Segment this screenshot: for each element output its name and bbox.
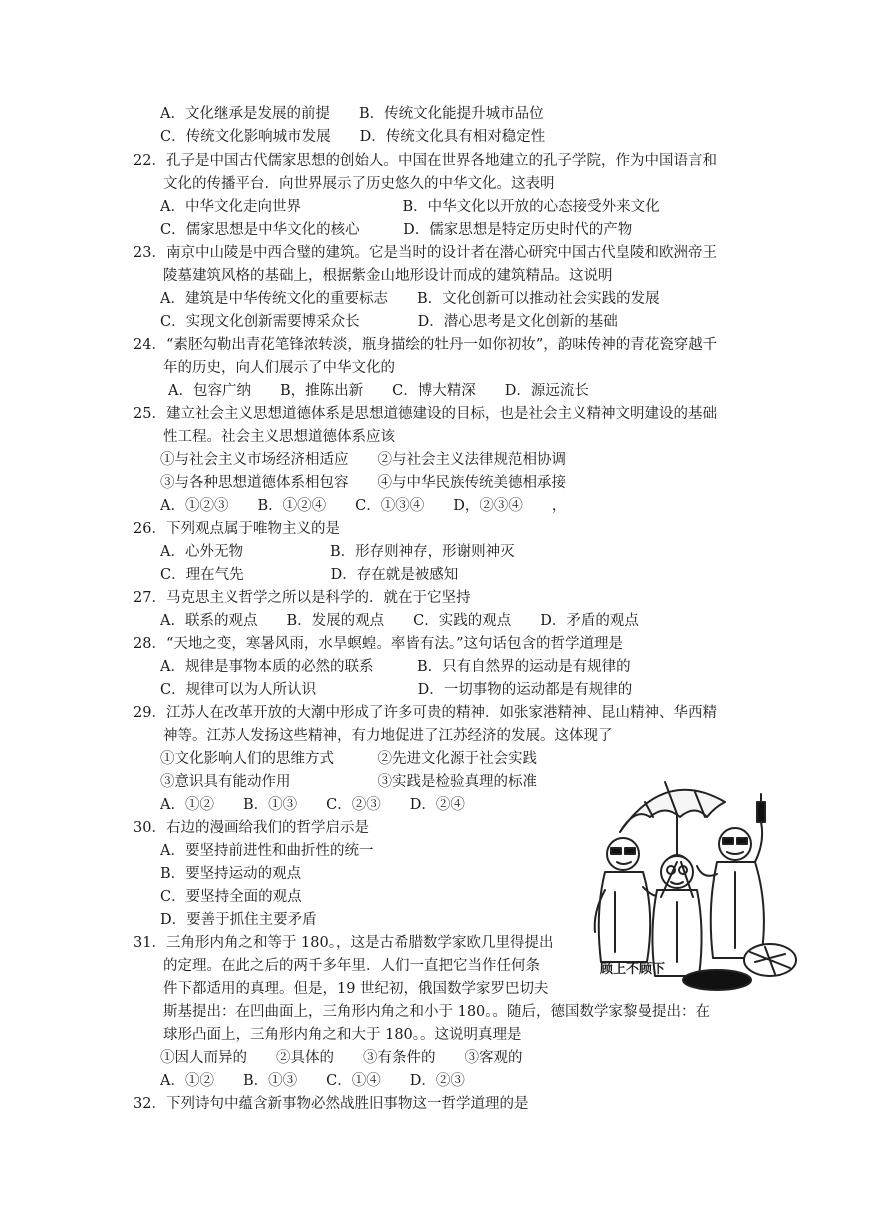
cartoon-caption: 顾上不顾下: [600, 962, 666, 977]
q26-options-ab: A．心外无物 B．形存则神存，形谢则神灭: [160, 544, 515, 560]
q24-stem-2: 年的历史，向人们展示了中华文化的: [163, 360, 395, 376]
q26-stem: 26．下列观点属于唯物主义的是: [133, 521, 340, 537]
q25-items-12: ①与社会主义市场经济相适应 ②与社会主义法律规范相协调: [160, 452, 566, 468]
q31-stem-3: 件下都适用的真理。但是，19 世纪初，俄国数学家罗巴切夫: [163, 981, 549, 997]
q27-stem: 27．马克思主义哲学之所以是科学的．就在于它坚持: [133, 590, 471, 606]
q30-option-d: D．要善于抓住主要矛盾: [160, 912, 317, 928]
q22-options-ab: A．中华文化走向世界 B．中华文化以开放的心态接受外来文化: [160, 199, 660, 215]
q29-stem-1: 29．江苏人在改革开放的大潮中形成了许多可贵的精神．如张家港精神、昆山精神、华西精: [133, 705, 717, 721]
q30-option-c: C．要坚持全面的观点: [160, 889, 302, 905]
q24-stem-1: 24．“素胚勾勒出青花笔锋浓转淡，瓶身描绘的牡丹一如你初妆”，韵味传神的青花瓷穿越千: [133, 337, 718, 353]
q28-stem: 28．“天地之变，寒暑风雨，水旱螟蝗。率皆有法。”这句话包含的哲学道理是: [133, 636, 624, 652]
q21-options-cd: C．传统文化影响城市发展 D．传统文化具有相对稳定性: [160, 129, 546, 145]
q23-options-ab: A．建筑是中华传统文化的重要标志 B．文化创新可以推动社会实践的发展: [160, 291, 660, 307]
q29-stem-2: 神等。江苏人发扬这些精神，有力地促进了江苏经济的发展。这体现了: [163, 728, 613, 744]
q31-options: A．①② B．①③ C．①④ D．②③: [160, 1073, 465, 1089]
q25-items-34: ③与各种思想道德体系相包容 ④与中华民族传统美德相承接: [160, 475, 566, 491]
q29-options: A．①② B．①③ C．②③ D．②④: [160, 797, 465, 813]
q28-options-ab: A．规律是事物本质的必然的联系 B．只有自然界的运动是有规律的: [160, 659, 631, 675]
q26-options-cd: C．理在气先 D．存在就是被感知: [160, 567, 459, 583]
q22-stem-1: 22．孔子是中国古代儒家思想的创始人。中国在世界各地建立的孔子学院，作为中国语言和: [133, 153, 717, 169]
q22-stem-2: 文化的传播平台．向世界展示了历史悠久的中华文化。这表明: [163, 176, 555, 192]
q31-stem-1: 31．三角形内角之和等于 180。，这是古希腊数学家欧几里得提出: [133, 935, 554, 951]
q27-options: A．联系的观点 B．发展的观点 C．实践的观点 D．矛盾的观点: [160, 613, 639, 629]
q25-stem-2: 性工程。社会主义思想道德体系应该: [163, 429, 395, 445]
q30-stem: 30．右边的漫画给我们的哲学启示是: [133, 820, 369, 836]
q22-options-cd: C．儒家思想是中华文化的核心 D．儒家思想是特定历史时代的产物: [160, 222, 633, 238]
q31-stem-2: 的定理。在此之后的两千多年里．人们一直把它当作任何条: [163, 958, 540, 974]
q23-options-cd: C．实现文化创新需要博采众长 D．潜心思考是文化创新的基础: [160, 314, 618, 330]
q25-stem-1: 25．建立社会主义思想道德体系是思想道德建设的目标，也是社会主义精神文明建设的基础: [133, 406, 717, 422]
q31-items: ①因人而异的 ②具体的 ③有条件的 ③客观的: [160, 1050, 523, 1066]
q30-option-a: A．要坚持前进性和曲折性的统一: [160, 843, 374, 859]
q25-options: A．①②③ B．①②④ C．①③④ D，②③④ ，: [160, 498, 567, 514]
q23-stem-2: 陵墓建筑风格的基础上，根据紫金山地形设计而成的建筑精品。这说明: [163, 268, 613, 284]
q29-items-12: ①文化影响人们的思维方式 ②先进文化源于社会实践: [160, 751, 537, 767]
q31-stem-4: 斯基提出：在凹曲面上，三角形内角之和小于 180。。随后，德国数学家黎曼提出：在: [163, 1004, 711, 1020]
q30-option-b: B．要坚持运动的观点: [160, 866, 302, 882]
q32-stem: 32．下列诗句中蕴含新事物必然战胜旧事物这一哲学道理的是: [133, 1096, 529, 1112]
q23-stem-1: 23．南京中山陵是中西合璧的建筑。它是当时的设计者在潜心研究中国古代皇陵和欧洲帝王: [133, 245, 717, 261]
q24-options: A．包容广纳 B，推陈出新 C．博大精深 D．源远流长: [168, 383, 589, 399]
q31-stem-5: 球形凸面上，三角形内角之和大于 180。。这说明真理是: [163, 1027, 522, 1043]
q28-options-cd: C．规律可以为人所认识 D．一切事物的运动都是有规律的: [160, 682, 633, 698]
q21-options-ab: A．文化继承是发展的前提 B．传统文化能提升城市品位: [160, 106, 544, 122]
q29-items-34: ③意识具有能动作用 ③实践是检验真理的标准: [160, 774, 537, 790]
